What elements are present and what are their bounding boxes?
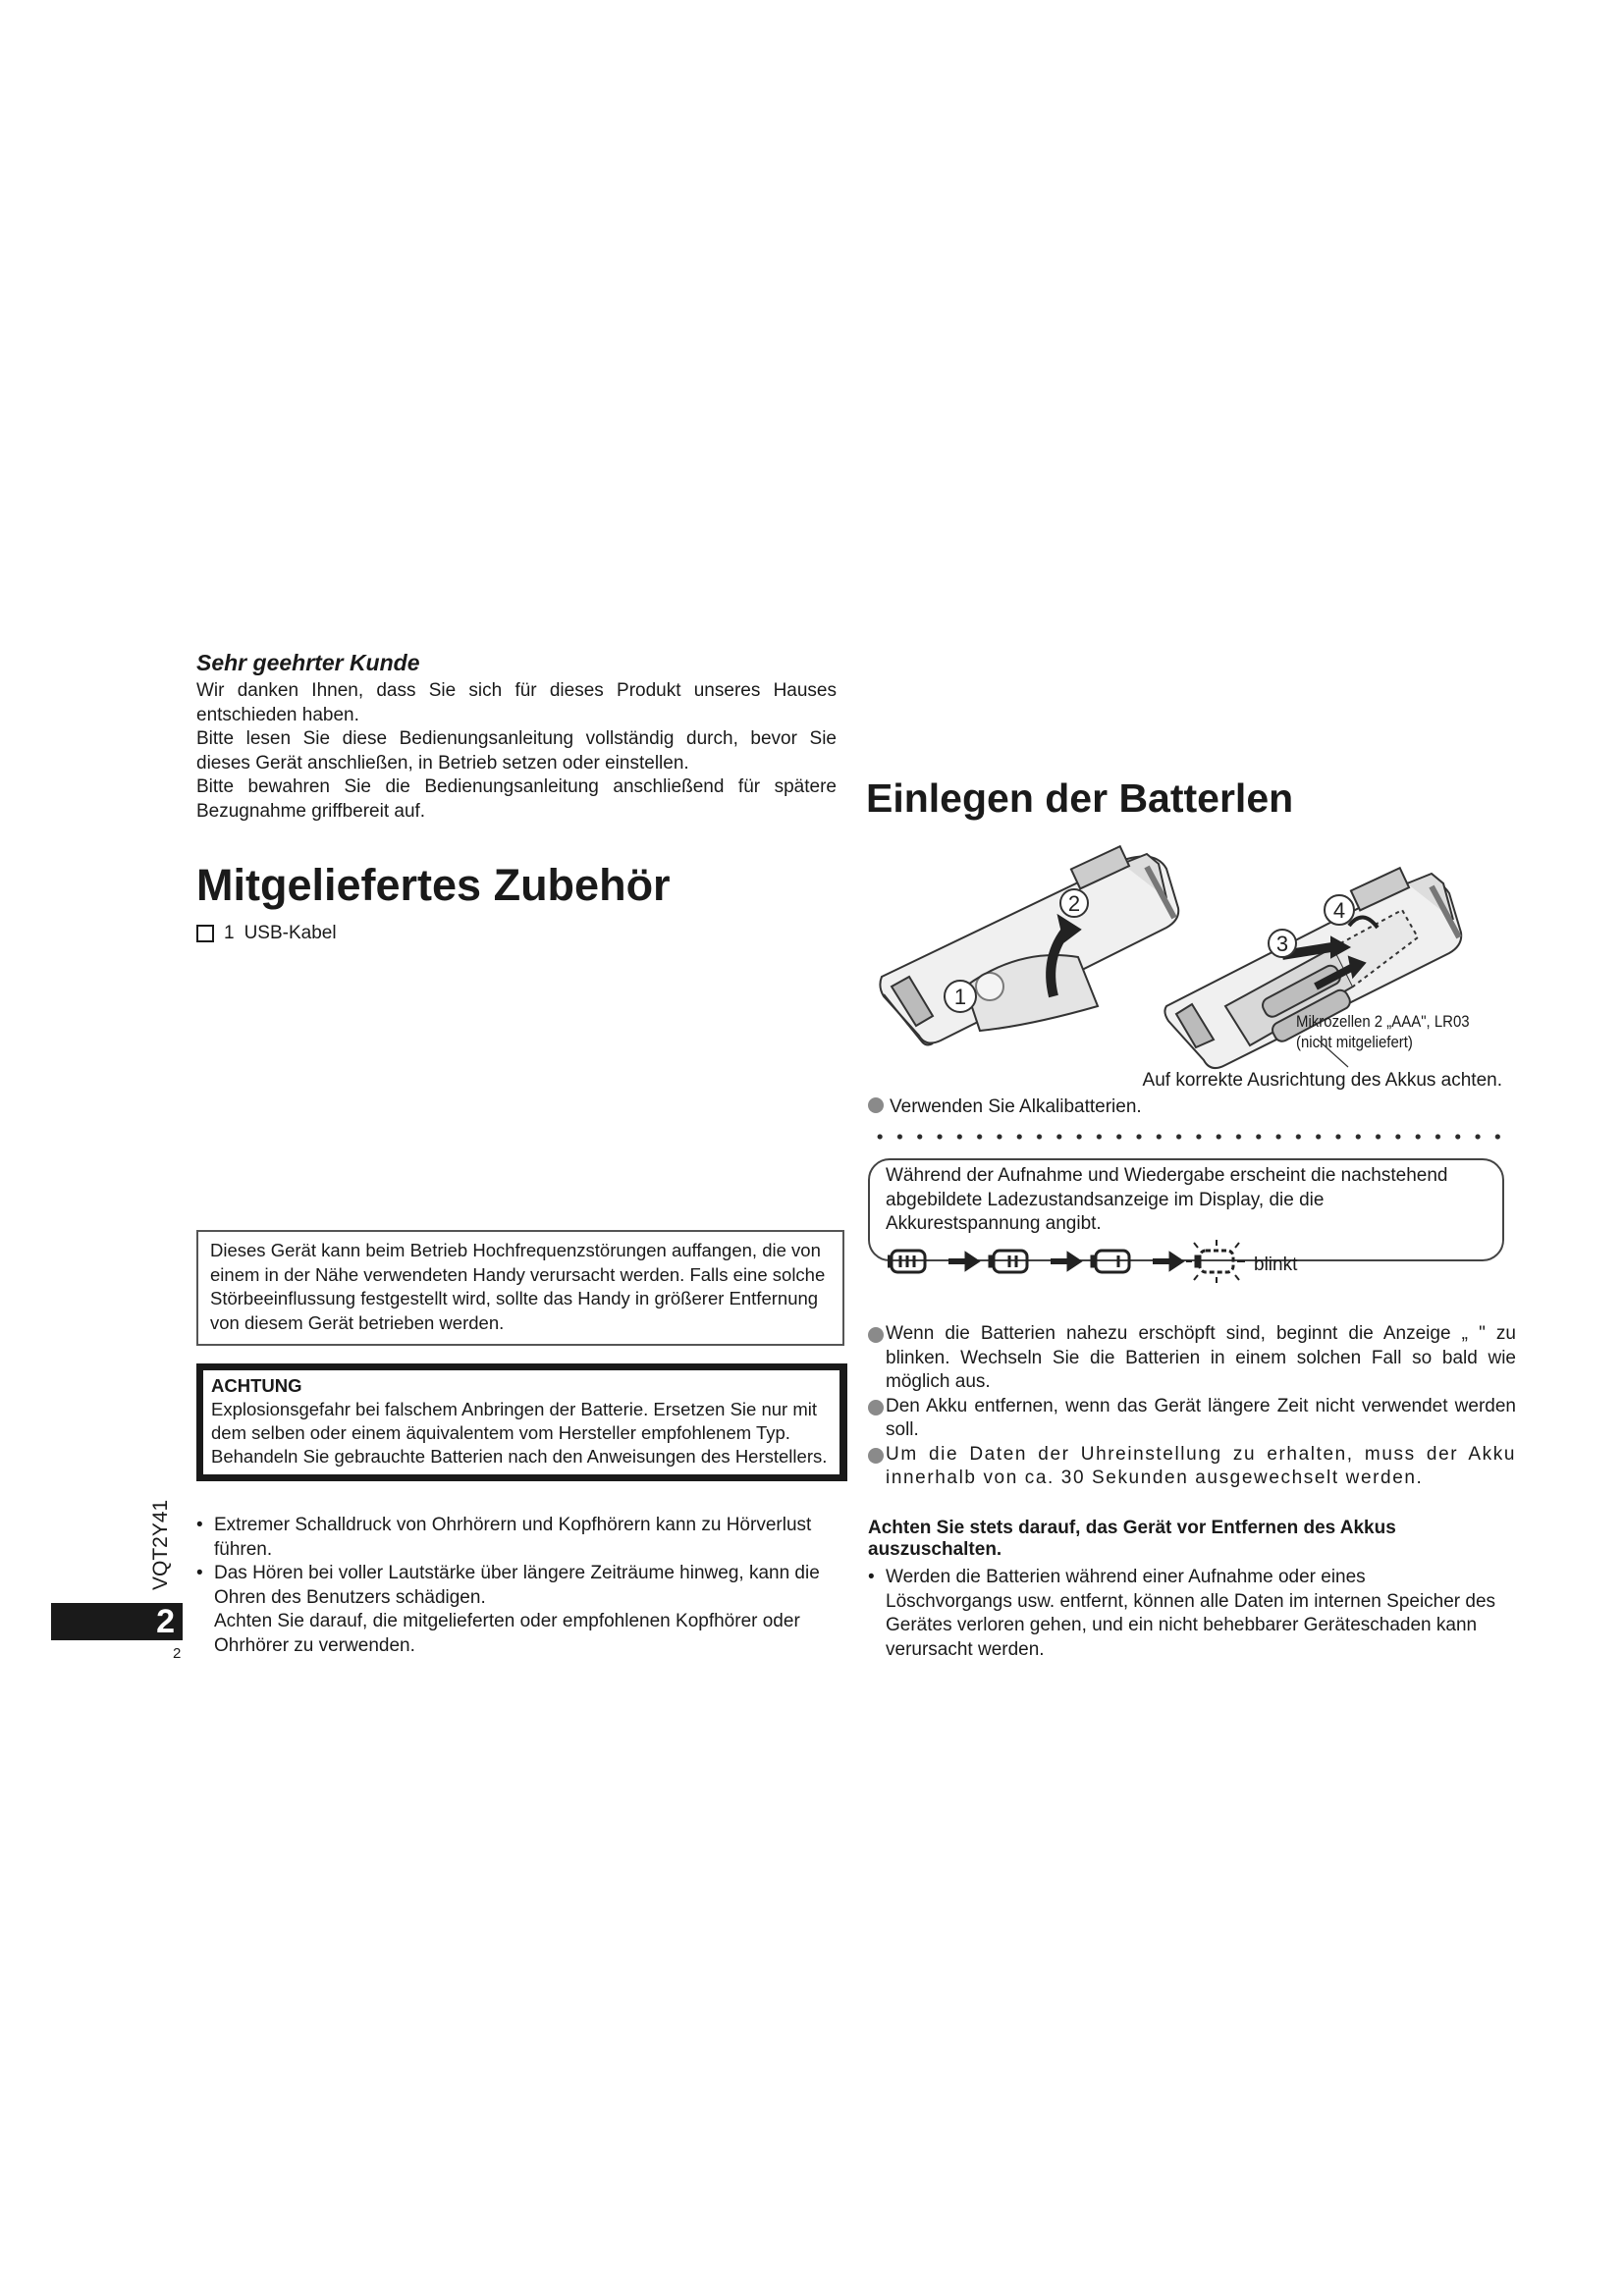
warning-title: ACHTUNG (211, 1375, 302, 1396)
bullet-icon (868, 1448, 884, 1464)
note-text: Um die Daten der Uhreinstellung zu erhalten, muss der Akku innerhalb von ca. 30 Sekunden ausgewechselt werden. (886, 1443, 1516, 1488)
attention-body (868, 1566, 1496, 1662)
accessory-quantity: 1 (224, 923, 235, 943)
checkbox-icon (196, 925, 214, 942)
accessories-heading: Mitgeliefertes Zubehör (196, 860, 671, 910)
model-code: VQT2Y41 (149, 1499, 172, 1590)
warning-text: Explosionsgefahr bei falschem Anbringen der Batterie. Ersetzen Sie nur mit dem selben oder einem äquivalentem vom Hersteller empfohlenem Typ. Behandeln Sie gebrauchte Batterien nach den Anweisungen des Herstellers. (211, 1399, 828, 1467)
attention-bullet: Werden die Batterien während einer Aufnahme oder eines Löschvorgangs usw. entfernt, können alle Daten im internen Speicher des Gerätes verloren gehen, und ein nicht behebbarer Geräteschaden kann verursacht werden. (886, 1567, 1496, 1660)
orientation-note: Auf korrekte Ausrichtung des Akkus achten. (1142, 1070, 1502, 1091)
page-tab: 2 (51, 1603, 183, 1640)
batteries-heading: Einlegen der Batterlen (866, 775, 1294, 821)
blink-label: blinkt (1254, 1255, 1298, 1275)
alkaline-note (868, 1096, 1142, 1118)
step-label: 3 (1275, 932, 1289, 956)
note-text: Den Akku entfernen, wenn das Gerät längere Zeit nicht verwendet werden soll. (886, 1395, 1516, 1440)
list-item (868, 1566, 1496, 1662)
bullet-icon: • (196, 1515, 203, 1535)
battery-type-label (1296, 1011, 1470, 1052)
battery-supply-note: (nicht mitgeliefert) (1296, 1033, 1413, 1051)
battery-empty-blinking-icon (1186, 1240, 1245, 1283)
note-text: Wenn die Batterien nahezu erschöpft sind, beginnt die Anzeige „ " zu blinken. Wechseln Sie die Batterien in einem solchen Fall so bald wie möglich aus. (886, 1323, 1516, 1392)
bullet-icon (868, 1400, 884, 1415)
greeting-title: Sehr geehrter Kunde (196, 650, 420, 675)
list-item (868, 1322, 1516, 1395)
greeting-body (196, 679, 837, 824)
bullet-icon (868, 1097, 884, 1113)
step-label: 2 (1067, 891, 1081, 916)
battery-notes (868, 1322, 1516, 1491)
hearing-bullet: Das Hören bei voller Lautstärke über längere Zeiträume hinweg, kann die Ohren des Benutzers schädigen. (214, 1563, 820, 1608)
battery-two-thirds-icon (990, 1251, 1027, 1272)
page-number: 2 (173, 1645, 182, 1662)
step-label: 4 (1332, 898, 1346, 923)
hearing-bullet: Extremer Schalldruck von Ohrhörern und Kopfhörern kann zu Hörverlust führen. (214, 1515, 812, 1560)
hearing-note: Achten Sie darauf, die mitgelieferten oder empfohlenen Kopfhörer oder Ohrhörer zu verwenden. (214, 1611, 800, 1656)
battery-one-third-icon (1092, 1251, 1129, 1272)
greeting-paragraph: Bitte bewahren Sie die Bedienungsanleitung anschließend für spätere Bezugnahme griffbereit auf. (196, 776, 837, 822)
battery-full-icon (888, 1251, 925, 1272)
list-item (196, 1562, 837, 1610)
warning-box (196, 1363, 847, 1481)
battery-type: Mikrozellen 2 „AAA", LR03 (1296, 1012, 1470, 1031)
bullet-icon (868, 1327, 884, 1343)
greeting-paragraph: Wir danken Ihnen, dass Sie sich für dieses Produkt unseres Hauses entschieden haben. (196, 680, 837, 725)
list-item (868, 1443, 1516, 1491)
greeting-paragraph: Bitte lesen Sie diese Bedienungsanleitung vollständig durch, bevor Sie dieses Gerät anschließen, in Betrieb setzen oder einstellen. (196, 728, 837, 774)
step-label: 1 (953, 985, 967, 1009)
battery-level-sequence (888, 1239, 1251, 1286)
accessory-label: USB-Kabel (244, 923, 337, 943)
accessory-item (196, 923, 337, 944)
list-item (196, 1514, 837, 1562)
bullet-icon: • (196, 1563, 203, 1583)
dotted-separator (870, 1133, 1508, 1141)
display-info-text: Während der Aufnahme und Wiedergabe erscheint die nachstehend abgebildete Ladezustandsanzeige im Display, die die Akkurestspannung angibt. (886, 1165, 1448, 1234)
list-item (868, 1395, 1516, 1443)
attention-heading: Achten Sie stets darauf, das Gerät vor Entfernen des Akkus auszuschalten. (868, 1518, 1396, 1560)
hearing-safety (196, 1514, 837, 1658)
bullet-icon: • (868, 1567, 875, 1587)
interference-notice: Dieses Gerät kann beim Betrieb Hochfrequenzstörungen auffangen, die von einem in der Nähe verwendeten Handy verursacht werden. Falls eine solche Störbeeinflussung festgestellt wird, sollte das Handy in größerer Entfernung von diesem Gerät betrieben werden. (196, 1230, 844, 1346)
alkaline-text: Verwenden Sie Alkalibatterien. (890, 1096, 1142, 1117)
